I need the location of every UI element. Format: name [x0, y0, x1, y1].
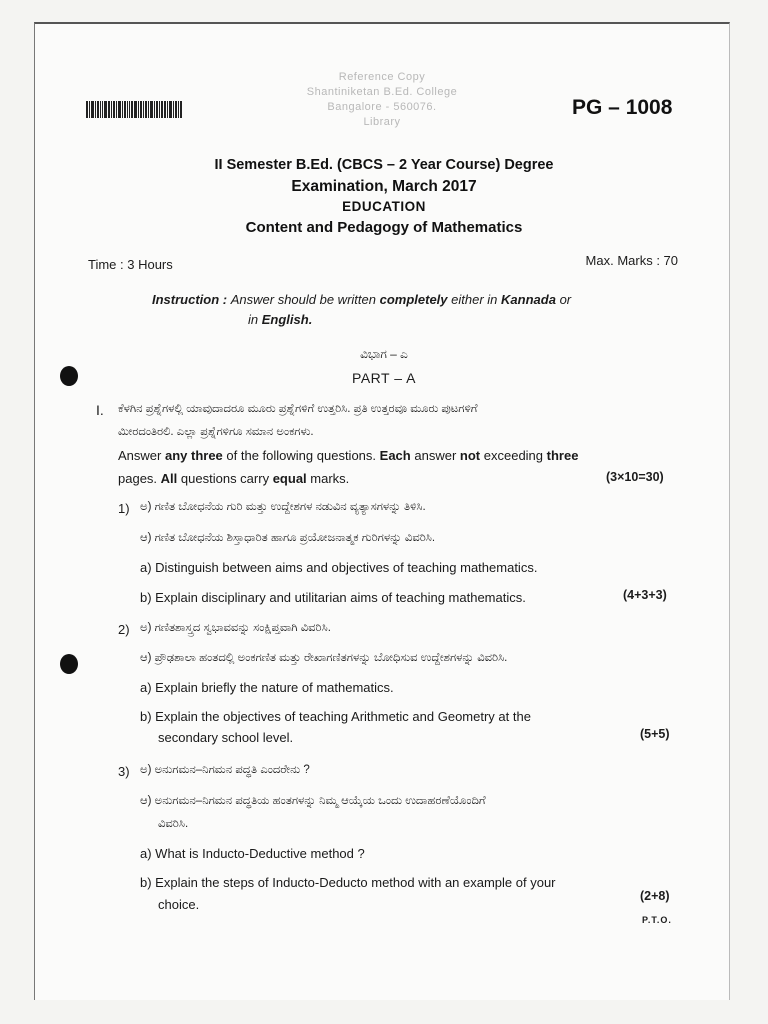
stamp-line: Reference Copy	[338, 71, 426, 83]
english-question: a) Distinguish between aims and objectives of teaching mathematics.	[140, 560, 538, 575]
text: any three	[164, 448, 223, 463]
section-heading-kannada: ವಿಭಾಗ – ಎ	[360, 347, 408, 361]
kannada-question: ಅ) ಗಣಿತ ಬೋಧನೆಯ ಗುರಿ ಮತ್ತು ಉದ್ದೇಶಗಳ ನಡುವಿನ ವ್ಯತ್ಯಾಸಗಳನ್ನು ತಿಳಿಸಿ.	[140, 501, 426, 513]
section-heading: PART – A	[352, 370, 416, 386]
please-turn-over: P.T.O.	[642, 915, 672, 925]
instruction-text: English.	[261, 312, 313, 327]
subject-heading: EDUCATION	[342, 199, 426, 214]
instruction-text: in	[248, 312, 259, 327]
sub-question-number: 3)	[118, 764, 130, 779]
kannada-question: ಅ) ಅನುಗಮನ–ನಿಗಮನ ಪದ್ಧತಿ ಎಂದರೇನು ?	[140, 764, 310, 776]
marks-allocation: (5+5)	[640, 727, 670, 741]
instruction-block	[152, 290, 672, 330]
text: marks.	[310, 471, 350, 486]
english-question: b) Explain disciplinary and utilitarian aims of teaching mathematics.	[140, 590, 526, 605]
english-instruction	[118, 468, 349, 490]
text: of the following questions.	[226, 448, 377, 463]
english-question: b) Explain the objectives of teaching Arithmetic and Geometry at the	[140, 709, 531, 724]
sub-question-number: 1)	[118, 501, 130, 516]
paper-title: Content and Pedagogy of Mathematics	[245, 219, 523, 236]
english-question: b) Explain the steps of Inducto-Deducto method with an example of your	[140, 875, 556, 890]
exam-title-line1: II Semester B.Ed. (CBCS – 2 Year Course) Degree	[214, 157, 554, 173]
kannada-question: ವಿವರಿಸಿ.	[158, 818, 189, 830]
exam-title-line2: Examination, March 2017	[291, 178, 477, 195]
text: questions carry	[180, 471, 270, 486]
text: answer	[414, 448, 457, 463]
instruction-text: Answer should be written	[230, 292, 376, 307]
time-allowed: Time : 3 Hours	[88, 257, 173, 272]
instruction-text: or	[559, 292, 572, 307]
kannada-instruction: ಕೆಳಗಿನ ಪ್ರಶ್ನೆಗಳಲ್ಲಿ ಯಾವುದಾದರೂ ಮೂರು ಪ್ರಶ್ನೆಗಳಿಗೆ ಉತ್ತರಿಸಿ. ಪ್ರತಿ ಉತ್ತರವೂ ಮೂರು ಪುಟಗಳಿಗೆ	[118, 403, 478, 415]
text: Each	[379, 448, 411, 463]
stamp-line: Bangalore - 560076.	[327, 101, 437, 113]
english-question: a) What is Inducto-Deductive method ?	[140, 846, 365, 861]
english-instruction	[118, 445, 578, 467]
instruction-label: Instruction :	[152, 292, 228, 307]
english-question: secondary school level.	[158, 730, 294, 745]
kannada-question: ಆ) ಅನುಗಮನ–ನಿಗಮನ ಪದ್ಧತಿಯ ಹಂತಗಳನ್ನು ನಿಮ್ಮ ಆಯ್ಕೆಯ ಒಂದು ಉದಾಹರಣೆಯೊಂದಿಗೆ	[140, 795, 486, 807]
barcode-icon	[86, 100, 183, 118]
marks-allocation: (3×10=30)	[606, 470, 664, 484]
max-marks: Max. Marks : 70	[585, 253, 678, 268]
sub-question-number: 2)	[118, 622, 130, 637]
marks-allocation: (4+3+3)	[623, 588, 667, 602]
question-number: I.	[96, 402, 104, 418]
text: Answer	[118, 448, 162, 463]
kannada-instruction: ಮೀರದಂತಿರಲಿ. ಎಲ್ಲಾ ಪ್ರಶ್ನೆಗಳಿಗೂ ಸಮಾನ ಅಂಕಗಳು.	[118, 426, 314, 438]
text: three	[546, 448, 579, 463]
text: All	[160, 471, 178, 486]
stamp-line: Library	[363, 116, 401, 128]
instruction-text: either in	[451, 292, 498, 307]
english-question: a) Explain briefly the nature of mathematics.	[140, 680, 394, 695]
paper-code: PG – 1008	[572, 96, 673, 119]
instruction-text: Kannada	[501, 292, 556, 307]
english-question: choice.	[158, 897, 200, 912]
stamp-line: Shantiniketan B.Ed. College	[306, 86, 458, 98]
instruction-text: completely	[379, 292, 448, 307]
text: pages.	[118, 471, 158, 486]
text: not	[459, 448, 481, 463]
text: exceeding	[483, 448, 544, 463]
text: equal	[272, 471, 307, 486]
kannada-question: ಆ) ಗಣಿತ ಬೋಧನೆಯ ಶಿಸ್ತಾಧಾರಿತ ಹಾಗೂ ಪ್ರಯೋಜನಾತ್ಮಕ ಗುರಿಗಳನ್ನು ವಿವರಿಸಿ.	[140, 532, 436, 544]
punch-hole	[60, 654, 78, 674]
library-stamp	[276, 70, 488, 130]
kannada-question: ಆ) ಪ್ರೌಢಶಾಲಾ ಹಂತದಲ್ಲಿ ಅಂಕಗಣಿತ ಮತ್ತು ರೇಖಾಗಣಿತಗಳನ್ನು ಬೋಧಿಸುವ ಉದ್ದೇಶಗಳನ್ನು ವಿವರಿಸಿ.	[140, 652, 508, 664]
marks-allocation: (2+8)	[640, 889, 670, 903]
kannada-question: ಅ) ಗಣಿತಶಾಸ್ತ್ರದ ಸ್ವಭಾವವನ್ನು ಸಂಕ್ಷಿಪ್ತವಾಗಿ ವಿವರಿಸಿ.	[140, 622, 331, 634]
